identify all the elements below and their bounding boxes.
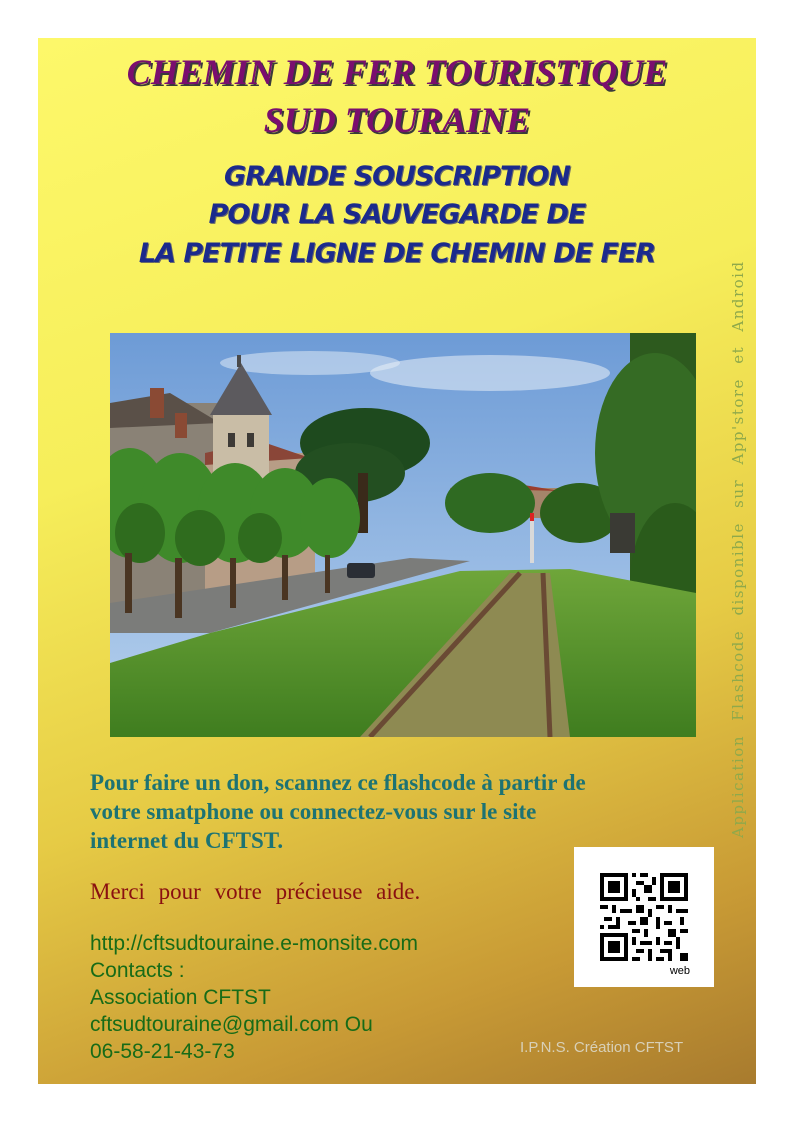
app-availability-note: Application Flashcode disponible sur App'store et Android [729, 260, 747, 838]
donation-line-2: votre smatphone ou connectez-vous sur le site [90, 799, 537, 824]
qr-code-icon [600, 873, 688, 961]
thanks-text: Merci pour votre précieuse aide. [90, 879, 421, 904]
railway-village-photo [110, 333, 696, 737]
poster-title-line-1: CHEMIN DE FER TOURISTIQUE [126, 52, 668, 92]
contacts-label: Contacts : [90, 959, 185, 982]
poster-title-line-2: SUD TOURAINE [263, 100, 531, 140]
donation-instructions [90, 768, 690, 855]
phone-number: 06-58-21-43-73 [90, 1040, 235, 1063]
poster [38, 38, 756, 1084]
subtitle-line-2: POUR LA SAUVEGARDE DE [208, 199, 586, 230]
credit-text: I.P.N.S. Création CFTST [520, 1039, 684, 1056]
website-link[interactable]: http://cftsudtouraine.e-monsite.com [90, 932, 418, 955]
donation-line-1: Pour faire un don, scannez ce flashcode à partir de [90, 770, 586, 795]
email-address[interactable]: cftsudtouraine@gmail.com Ou [90, 1013, 373, 1036]
subtitle-line-3: LA PETITE LIGNE DE CHEMIN DE FER [138, 238, 656, 269]
association-name: Association CFTST [90, 986, 271, 1009]
subtitle-line-1: GRANDE SOUSCRIPTION [224, 161, 570, 192]
donation-line-3: internet du CFTST. [90, 828, 284, 853]
qr-caption: web [669, 965, 690, 977]
flashcode-qr[interactable] [574, 847, 714, 987]
